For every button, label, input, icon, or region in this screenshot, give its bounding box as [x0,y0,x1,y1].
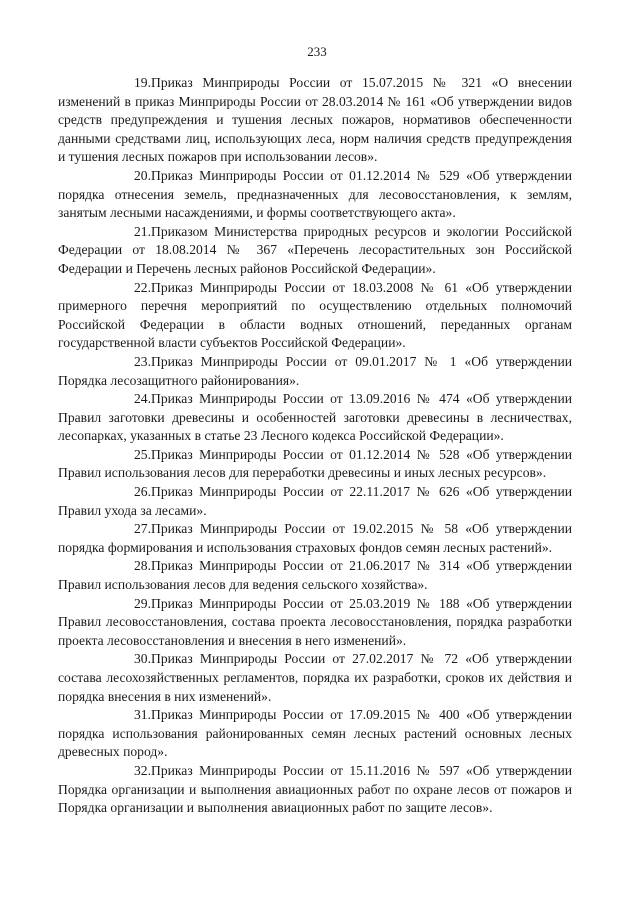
list-item [58,279,572,353]
item-number: 27. [134,521,151,537]
page-number: 233 [307,44,327,59]
item-text: Приказ Минприроды России от 21.06.2017 № 314 «Об утверждении Правил использования лесов для ведения сельского хозяйства». [58,558,572,593]
list-item [58,353,572,390]
item-number: 28. [134,558,151,574]
item-number: 20. [134,167,151,183]
list-item [58,520,572,557]
list-item [58,483,572,520]
item-number: 21. [134,223,151,239]
item-text: Приказ Минприроды России от 15.11.2016 № 597 «Об утверждении Порядка организации и выполнения авиационных работ по охране лесов от пожаров и Порядка организации и выполнения авиационных работ по защите лесов». [58,762,572,816]
list-item [58,706,572,762]
item-text: Приказ Минприроды России от 19.02.2015 № 58 «Об утверждении порядка формирования и использования страховых фондов семян лесных растений». [58,521,572,555]
item-number: 31. [134,707,151,723]
item-text: Приказом Министерства природных ресурсов и экологии Российской Федерации от 18.08.2014 № 367 «Перечень лесорастительных зон Российской Федерации и Перечень лесных районов Российской Федерации». [58,223,572,276]
list-item [58,74,572,167]
list-item [58,762,572,818]
item-text: Приказ Минприроды России от 09.01.2017 № 1 «Об утверждении Порядка лесозащитного районирования». [58,353,572,388]
item-number: 32. [134,762,151,778]
list-item [58,595,572,651]
item-text: Приказ Минприроды России от 25.03.2019 № 188 «Об утверждении Правил лесовосстановления, состава проекта лесовосстановления, порядка разработки проекта лесовосстановления и внесения в него изменений». [58,595,572,648]
item-number: 22. [134,279,151,295]
item-number: 29. [134,595,151,611]
list-item [58,223,572,279]
item-text: Приказ Минприроды России от 22.11.2017 № 626 «Об утверждении Правил ухода за лесами». [58,484,572,518]
item-number: 30. [134,651,151,667]
document-body [58,74,572,818]
list-item [58,650,572,706]
item-text: Приказ Минприроды России от 27.02.2017 № 72 «Об утверждении состава лесохозяйственных регламентов, порядка их разработки, сроков их действия и порядка внесения в них изменений». [58,651,572,704]
list-item [58,167,572,223]
item-text: Приказ Минприроды России от 01.12.2014 № 528 «Об утверждении Правил использования лесов для переработки древесины и иных лесных ресурсов». [58,446,572,481]
item-number: 23. [134,353,151,369]
item-text: Приказ Минприроды России от 18.03.2008 № 61 «Об утверждении примерного перечня мероприятий по осуществлению отдельных полномочий Российской Федерации в области водных отношений, переданных органам государственной власти субъектов Российской Федерации». [58,279,572,351]
list-item [58,557,572,594]
item-number: 26. [134,484,151,500]
item-number: 25. [134,446,151,462]
item-text: Приказ Минприроды России от 15.07.2015 № 321 «О внесении изменений в приказ Минприроды России от 28.03.2014 № 161 «Об утверждении видов средств предупреждения и тушения лесных пожаров, нормативов обеспеченности данными средствами лиц, использующих леса, норм наличия средств предупреждения и тушения лесных пожаров при использовании лесов». [58,75,572,165]
item-number: 19. [134,75,151,90]
list-item [58,446,572,483]
item-text: Приказ Минприроды России от 17.09.2015 № 400 «Об утверждении порядка использования районированных семян лесных растений основных лесных древесных пород». [58,707,572,760]
item-text: Приказ Минприроды России от 01.12.2014 № 529 «Об утверждении порядка отнесения земель, предназначенных для лесовосстановления, к землям, занятым лесными насаждениями, и формы соответствующего акта». [58,167,572,221]
item-text: Приказ Минприроды России от 13.09.2016 № 474 «Об утверждении Правил заготовки древесины и особенностей заготовки древесины в лесничествах, лесопарках, указанных в статье 23 Лесного кодекса Российской Федерации». [58,391,572,444]
list-item [58,390,572,446]
item-number: 24. [134,391,151,407]
